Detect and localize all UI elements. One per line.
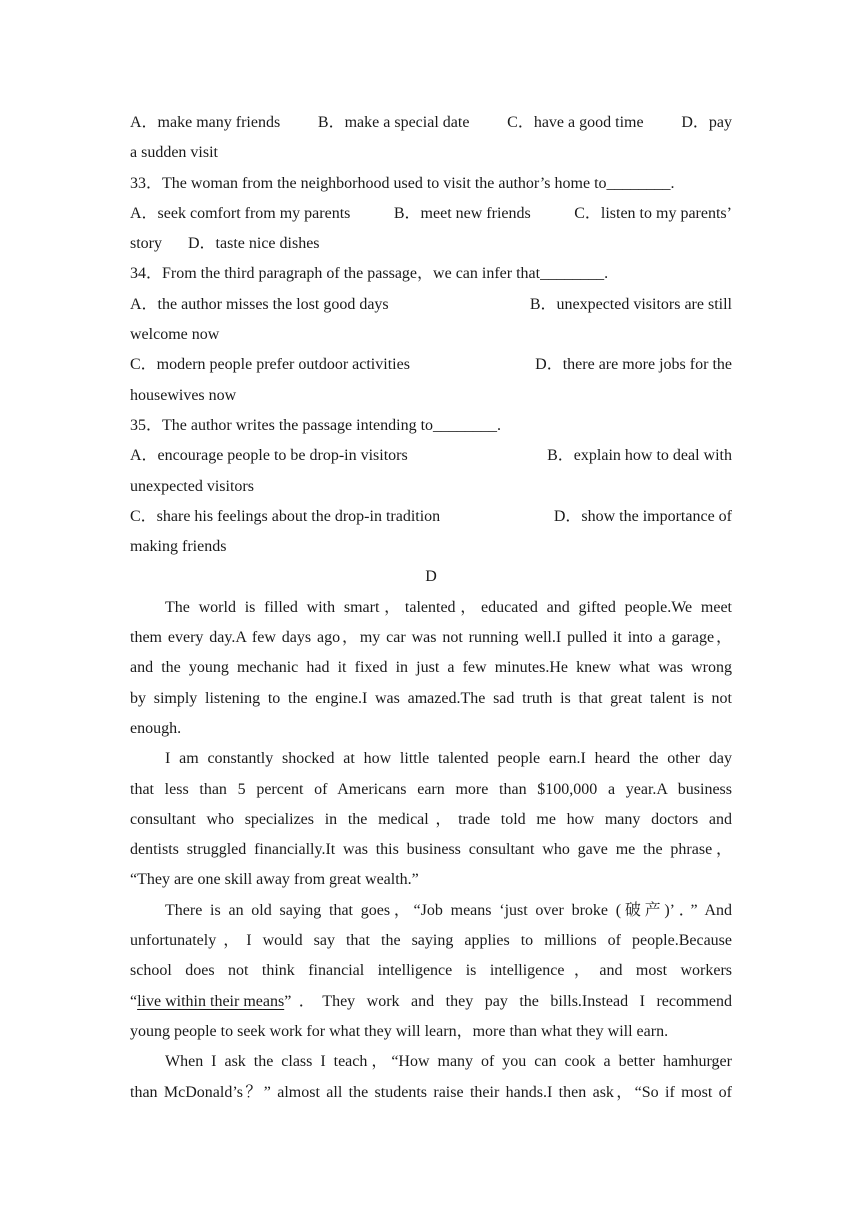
passage-p2-line: I am constantly shocked at how little talented people earn.I heard the other day [165,750,732,768]
q33-stem: 33．The woman from the neighborhood used to visit the author’s home to________. [130,174,675,192]
q33-options-line2 [130,229,732,259]
q32-option-d: D．pay [681,114,732,131]
q35-option-a: A．encourage people to be drop-in visitors [130,447,408,465]
passage-p2-line: dentists struggled financially.It was this business consultant who gave me the phrase， [130,841,733,859]
q34-options-ab [130,290,732,320]
passage-p2-line: that less than 5 percent of Americans earn more than $100,000 a year.A business [130,780,732,798]
q35-option-b-cont: unexpected visitors [130,477,254,495]
q35-options-ab [130,441,732,471]
exam-page [130,108,732,1108]
q34-stem: 34．From the third paragraph of the passage，we can infer that________. [130,265,609,283]
quote-open: “ [130,992,138,1010]
passage-p4-line: than McDonald’s？” almost all the students raise their hands.I then ask，“So if most of [130,1083,733,1101]
passage-p3-line: young people to seek work for what they will learn，more than what they will earn. [130,1022,669,1040]
q33-option-b: B．meet new friends [393,204,531,222]
q35-options-cd [130,502,732,532]
q34-option-c: C．modern people prefer outdoor activities [130,356,410,374]
q32-option-b: B．make a special date [317,114,470,131]
q34-option-b-cont: welcome now [130,326,220,344]
q34-option-b: B．unexpected visitors are still [529,295,732,313]
q32-option-d-cont: a sudden visit [130,144,218,162]
underlined-phrase: live within their means [137,992,285,1010]
q34-option-d-cont: housewives now [130,386,237,404]
q35-option-d-cont: making friends [130,538,227,556]
q35-stem: 35．The author writes the passage intending to________. [130,416,502,434]
q33-option-d: D．taste nice dishes [188,235,320,253]
q34-options-cd [130,350,732,380]
passage-p3-line4-rest: ”．They work and they pay the bills.Instead I recommend [284,992,732,1010]
q35-option-c: C．share his feelings about the drop-in tradition [130,507,441,525]
section-label: D [425,568,437,586]
q33-option-c: C．listen to my parents’ [574,204,732,222]
q34-option-a: A．the author misses the lost good days [130,295,389,313]
q35-option-d: D．show the importance of [553,507,732,525]
passage-p2-line: consultant who specializes in the medical，trade told me how many doctors and [130,810,732,828]
passage-p2-line: “They are one skill away from great wealth.” [130,871,419,889]
q33-option-c-cont: story [130,235,162,253]
passage-p4-line: When I ask the class I teach，“How many of you can cook a better hamhurger [165,1053,732,1071]
q35-option-b: B．explain how to deal with [547,447,732,465]
passage-p3-line [130,987,732,1017]
q32-option-a: A．make many friends [130,114,281,131]
passage-p1-line: and the young mechanic had it fixed in just a few minutes.He knew what was wrong [130,659,732,677]
passage-p3-line: unfortunately，I would say that the saying applies to millions of people.Because [130,932,732,950]
passage-p3-line: school does not think financial intelligence is intelligence，and most workers [130,962,732,980]
q32-options [130,108,732,138]
q33-options [130,199,732,229]
passage-p3-line: There is an old saying that goes，“Job means ‘just over broke (破产)’．” And [165,901,732,919]
passage-p1-line: The world is filled with smart，talented，educated and gifted people.We meet [165,598,732,616]
q32-option-c: C．have a good time [507,114,644,131]
q34-option-d: D．there are more jobs for the [535,356,732,374]
q33-option-a: A．seek comfort from my parents [130,204,351,222]
passage-p1-line: them every day.A few days ago，my car was not running well.I pulled it into a garage， [130,629,732,647]
passage-p1-line: by simply listening to the engine.I was amazed.The sad truth is that great talent is not [130,689,732,707]
passage-p1-line: enough. [130,719,182,737]
